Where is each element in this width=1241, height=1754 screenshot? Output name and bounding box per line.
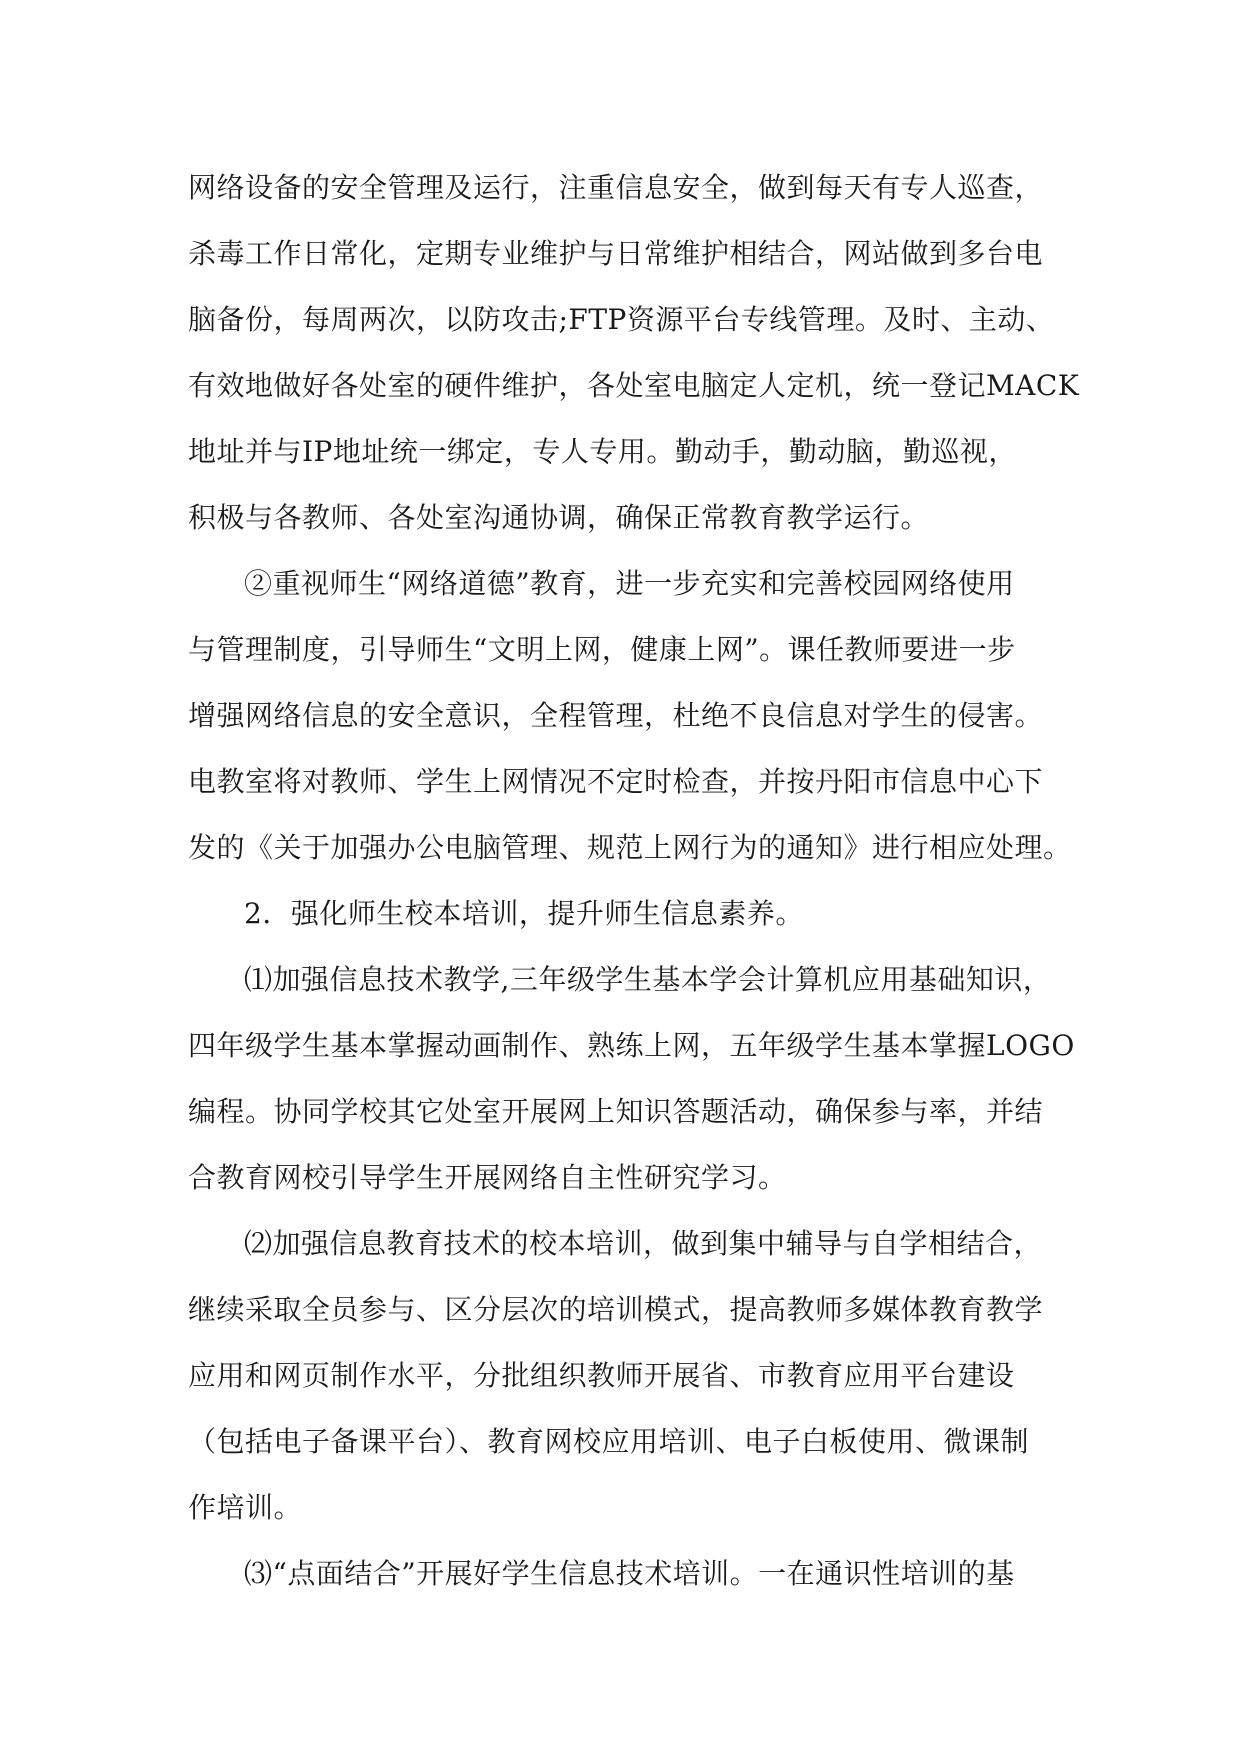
- section-heading: 2．强化师生校本培训，提升师生信息素养。: [244, 897, 804, 930]
- text-line: 地址并与IP地址统一绑定，专人专用。勤动手，勤动脑，勤巡视，: [188, 435, 1017, 468]
- text-line: 有效地做好各处室的硬件维护，各处室电脑定人定机，统一登记MACK: [188, 369, 1080, 402]
- text-line: 四年级学生基本掌握动画制作、熟练上网，五年级学生基本掌握LOGO: [188, 1029, 1075, 1062]
- text-line: 杀毒工作日常化，定期专业维护与日常维护相结合，网站做到多台电: [188, 237, 1044, 270]
- paragraph-start-line: ⑶“点面结合”开展好学生信息技术培训。一在通识性培训的基: [244, 1557, 1015, 1590]
- text-line: 与管理制度，引导师生“文明上网，健康上网”。课任教师要进一步: [188, 633, 1016, 666]
- document-body: [188, 155, 1080, 1607]
- text-line: 继续采取全员参与、区分层次的培训模式，提高教师多媒体教育教学: [188, 1293, 1044, 1326]
- text-line: 编程。协同学校其它处室开展网上知识答题活动，确保参与率，并结: [188, 1095, 1044, 1128]
- text-line: 网络设备的安全管理及运行，注重信息安全，做到每天有专人巡查，: [188, 171, 1044, 204]
- paragraph-start-line: ②重视师生“网络道德”教育，进一步充实和完善校园网络使用: [244, 567, 1015, 600]
- text-line: 电教室将对教师、学生上网情况不定时检查，并按丹阳市信息中心下: [188, 765, 1044, 798]
- text-line: 增强网络信息的安全意识，全程管理，杜绝不良信息对学生的侵害。: [188, 699, 1044, 732]
- text-line: 发的《关于加强办公电脑管理、规范上网行为的通知》进行相应处理。: [188, 831, 1072, 864]
- paragraph-start-line: ⑵加强信息教育技术的校本培训，做到集中辅导与自学相结合，: [244, 1227, 1043, 1260]
- text-line: 合教育网校引导学生开展网络自主性研究学习。: [188, 1161, 787, 1194]
- text-line: 作培训。: [188, 1491, 303, 1524]
- text-line: 脑备份，每周两次，以防攻击;FTP资源平台专线管理。及时、主动、: [188, 303, 1055, 336]
- text-line: 应用和网页制作水平，分批组织教师开展省、市教育应用平台建设: [188, 1359, 1015, 1392]
- paragraph-start-line: ⑴加强信息技术教学,三年级学生基本学会计算机应用基础知识，: [244, 963, 1052, 996]
- text-line: （包括电子备课平台）、教育网校应用培训、电子白板使用、微课制: [188, 1425, 1030, 1458]
- text-line: 积极与各教师、各处室沟通协调，确保正常教育教学运行。: [188, 501, 930, 534]
